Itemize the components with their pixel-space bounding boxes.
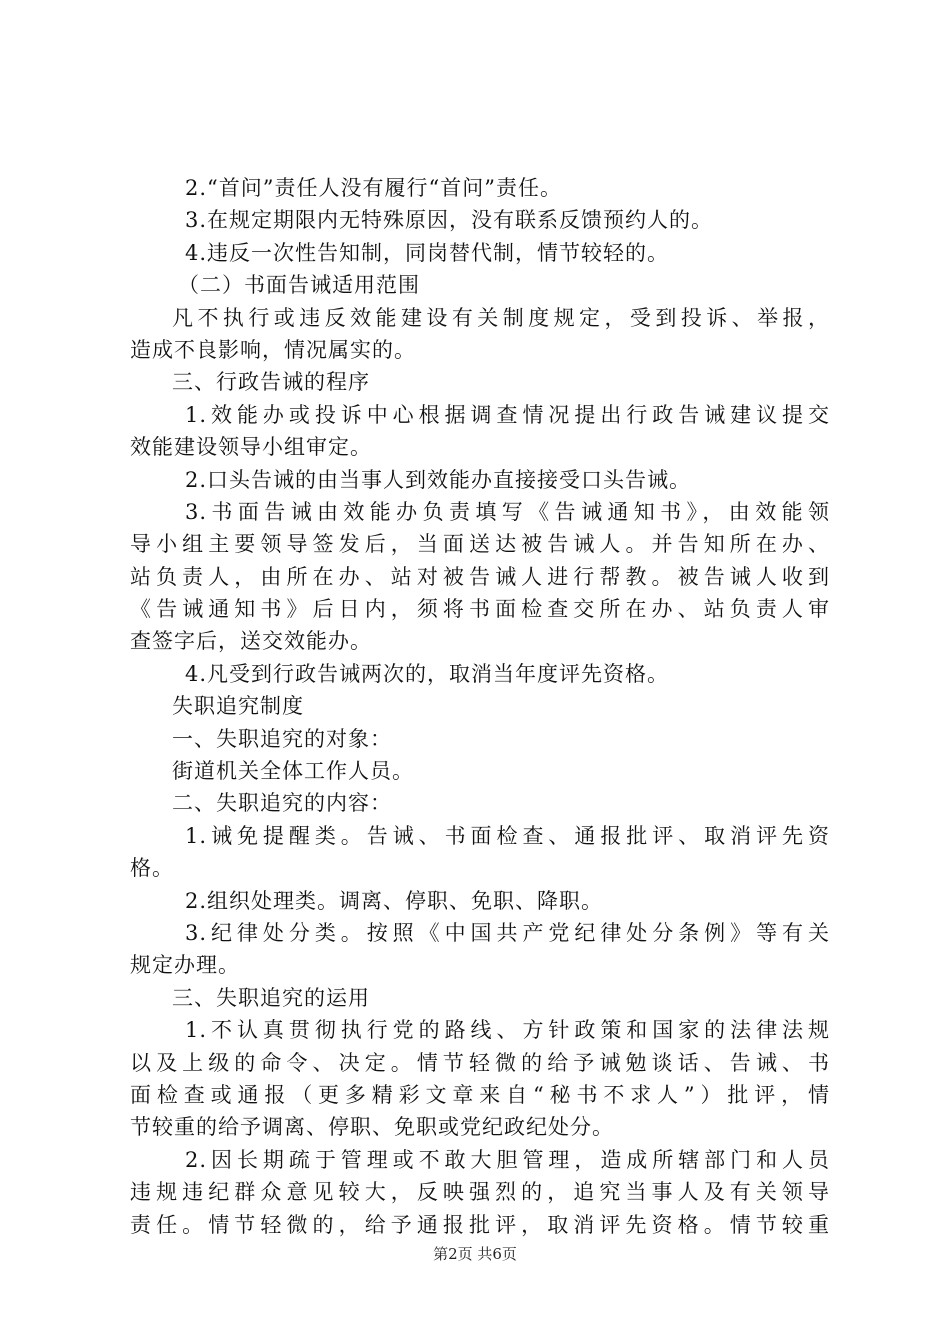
text-line: 规定办理。	[130, 953, 240, 978]
text-line: 1.诫免提醒类。告诫、书面检查、通报批评、取消评先资	[185, 823, 830, 848]
document-body	[130, 172, 830, 1241]
text-line: 三、失职追究的运用	[172, 985, 370, 1010]
text-line: 1.不认真贯彻执行党的路线、方针政策和国家的法律法规	[185, 1018, 830, 1043]
text-line: 2.“首问”责任人没有履行“首问”责任。	[185, 176, 562, 200]
text-line: 责任。情节轻微的，给予通报批评，取消评先资格。情节较重	[130, 1212, 830, 1237]
text-line: 街道机关全体工作人员。	[172, 759, 414, 784]
text-line: 格。	[130, 856, 174, 881]
text-line: 4.凡受到行政告诫两次的，取消当年度评先资格。	[185, 661, 670, 686]
text-line: 二、失职追究的内容：	[172, 791, 392, 816]
text-line: 违规违纪群众意见较大，反映强烈的，追究当事人及有关领导	[130, 1180, 830, 1205]
text-line: 2.组织处理类。调离、停职、免职、降职。	[185, 888, 604, 913]
text-line: 导小组主要领导签发后，当面送达被告诫人。并告知所在办、	[130, 532, 830, 557]
text-line: 一、失职追究的对象：	[172, 726, 392, 751]
text-line: 3.书面告诫由效能办负责填写《告诫通知书》，由效能领	[185, 499, 830, 524]
text-line: 4.违反一次性告知制，同岗替代制，情节较轻的。	[185, 240, 670, 265]
text-line: 造成不良影响，情况属实的。	[130, 337, 416, 362]
text-line: （二）书面告诫适用范围	[178, 273, 420, 298]
text-line: 3.在规定期限内无特殊原因，没有联系反馈预约人的。	[185, 208, 714, 233]
text-line: 3.纪律处分类。按照《中国共产党纪律处分条例》等有关	[185, 920, 830, 945]
text-line: 失职追究制度	[172, 694, 304, 719]
page-footer: 第2页 共6页	[433, 1245, 517, 1263]
text-line: 节较重的给予调离、停职、免职或党纪政纪处分。	[130, 1115, 614, 1140]
text-line: 凡不执行或违反效能建设有关制度规定，受到投诉、举报，	[172, 305, 830, 330]
text-line: 2.口头告诫的由当事人到效能办直接接受口头告诫。	[185, 467, 692, 492]
text-line: 查签字后，送交效能办。	[130, 629, 372, 654]
text-line: 效能建设领导小组审定。	[130, 435, 372, 460]
text-line: 1.效能办或投诉中心根据调查情况提出行政告诫建议提交	[185, 402, 830, 427]
text-line: 《告诫通知书》后日内，须将书面检查交所在办、站负责人审	[130, 597, 830, 622]
text-line: 以及上级的命令、决定。情节轻微的给予诫勉谈话、告诫、书	[130, 1050, 830, 1075]
text-line: 站负责人，由所在办、站对被告诫人进行帮教。被告诫人收到	[130, 564, 830, 589]
text-line: 2.因长期疏于管理或不敢大胆管理，造成所辖部门和人员	[185, 1147, 830, 1172]
text-line: 面检查或通报（更多精彩文章来自“秘书不求人”）批评，情	[130, 1082, 830, 1107]
text-line: 三、行政告诫的程序	[172, 370, 370, 395]
